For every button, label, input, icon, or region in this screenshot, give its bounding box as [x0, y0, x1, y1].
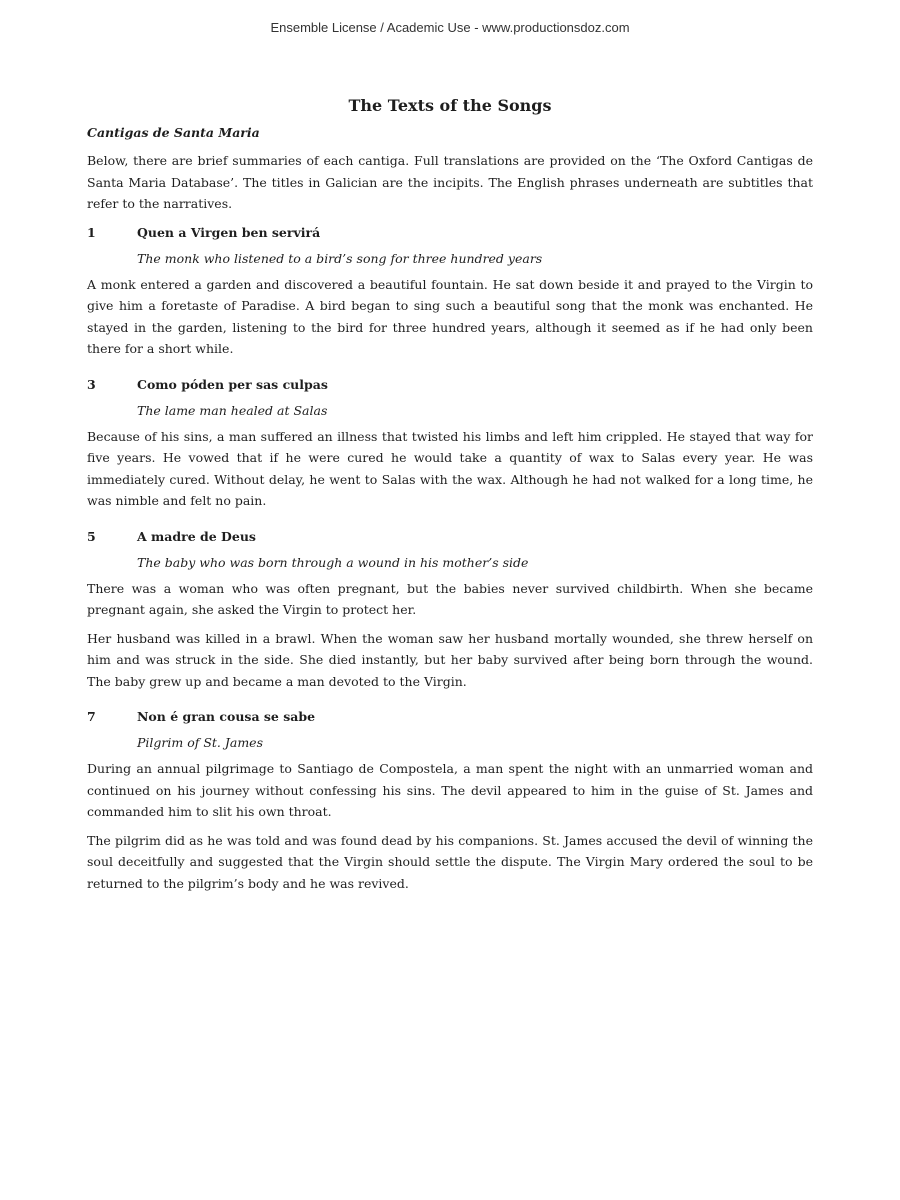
song-entry-1	[87, 222, 813, 360]
license-header: Ensemble License / Academic Use - www.productionsdoz.com	[270, 20, 630, 35]
song-heading	[87, 526, 813, 547]
song-paragraph: Her husband was killed in a brawl. When the woman saw her husband mortally wounded, she threw herself on him and was struck in the side. She died instantly, but her baby survived after being born through the wound. The baby grew up and became a man devoted to the Virgin.	[87, 630, 813, 689]
song-number: 7	[87, 709, 96, 724]
song-subtitle: The baby who was born through a wound in his mother’s side	[137, 554, 529, 570]
song-heading	[87, 706, 813, 727]
song-paragraph: The pilgrim did as he was told and was found dead by his companions. St. James accused the devil of winning the soul deceitfully and suggested that the Virgin should settle the dispute. The Virgin Mary ordered the soul to be returned to the pilgrim’s body and he was revived.	[87, 832, 813, 891]
song-subtitle: The lame man healed at Salas	[137, 402, 328, 418]
intro-paragraph: Below, there are brief summaries of each cantiga. Full translations are provided on the ‘The Oxford Cantigas de Santa Maria Database’. The titles in Galician are the incipits. The English phrases underneath are subtitles that refer to the narratives.	[87, 153, 813, 211]
page-title: The Texts of the Songs	[348, 96, 552, 115]
song-paragraph: During an annual pilgrimage to Santiago de Compostela, a man spent the night with an unmarried woman and continued on his journey without confessing his sins. The devil appeared to him in the guise of St. James and commanded him to slit his own throat.	[87, 761, 813, 819]
song-heading	[87, 374, 813, 395]
song-entry-7	[87, 706, 813, 894]
song-number: 1	[87, 224, 96, 240]
song-paragraph: A monk entered a garden and discovered a beautiful fountain. He sat down beside it and prayed to the Virgin to give him a foretaste of Paradise. A bird began to sing such a beautiful song that the monk was enchanted. He stayed in the garden, listening to the bird for three hundred years, although it seemed as if he had only been there for a short while.	[87, 276, 813, 356]
song-subtitle: The monk who listened to a bird’s song for three hundred years	[137, 250, 543, 266]
song-paragraph: Because of his sins, a man suffered an illness that twisted his limbs and left him crippled. He stayed that way for five years. He vowed that if he were cured he would take a quantity of wax to Salas every year. He was immediately cured. Without delay, he went to Salas with the wax. Although he had not walked for a long time, he was nimble and felt no pain.	[87, 428, 813, 508]
song-title: Quen a Virgen ben servirá	[137, 224, 321, 240]
section-title: Cantigas de Santa Maria	[87, 125, 260, 140]
song-heading	[87, 222, 813, 243]
song-title: Como póden per sas culpas	[137, 376, 328, 392]
song-title: A madre de Deus	[137, 528, 256, 544]
song-number: 5	[87, 528, 96, 544]
song-paragraph: There was a woman who was often pregnant, but the babies never survived childbirth. When she became pregnant again, she asked the Virgin to protect her.	[87, 580, 813, 617]
song-entry-5	[87, 526, 813, 693]
song-entry-3	[87, 374, 813, 512]
song-subtitle: Pilgrim of St. James	[137, 735, 263, 750]
song-title: Non é gran cousa se sabe	[137, 709, 316, 724]
song-number: 3	[87, 376, 96, 392]
document-content	[87, 96, 813, 908]
